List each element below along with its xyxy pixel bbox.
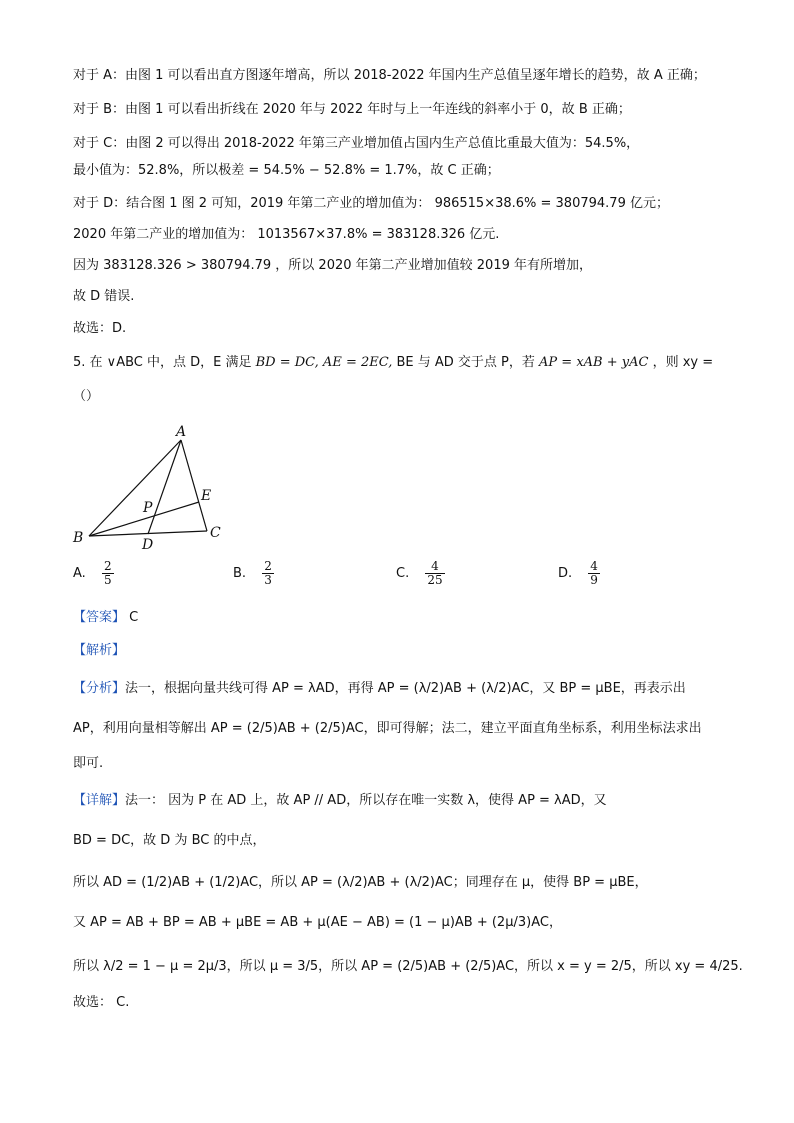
xiangjie-line-3: 所以 AD = (1/2)AB + (1/2)AC，所以 AP = (λ/2)AB + (λ/2)AC；同理存在 μ，使得 BP = μBE， <box>73 875 648 890</box>
option-c: C. $\frac{4}{25}$ <box>396 559 443 587</box>
option-d: D. $\frac{4}{9}$ <box>558 559 598 587</box>
answer-options <box>73 560 733 604</box>
question-text-a: 在 ∨ABC 中，点 D，E 满足 <box>89 355 252 370</box>
analysis-line-a: 对于 A：由图 1 可以看出直方图逐年增高，所以 2018-2022 年国内生产总值呈逐年增长的趋势，故 A 正确； <box>73 68 706 83</box>
label-a: A <box>176 424 187 440</box>
question-line <box>73 354 713 372</box>
question-condition-2: AP = xAB + yAC <box>539 355 649 370</box>
xiangjie-line-4: 又 AP = AB + BP = AB + μBE = AB + μ(AE − AB) = (1 − μ)AB + (2μ/3)AC， <box>73 915 562 930</box>
answer-tag: 【答案】 <box>73 610 126 625</box>
analysis-line-d: 对于 D：结合图 1 图 2 可知，2019 年第二产业的增加值为： 986515×38.6% = 380794.79 亿元； <box>73 196 669 211</box>
question-condition-1: BD = DC, AE = 2EC, <box>255 355 393 370</box>
label-c: C <box>210 525 221 541</box>
analysis-line-d3: 因为 383128.326 > 380794.79 ，所以 2020 年第二产业增加值较 2019 年有所增加， <box>73 258 592 273</box>
explanation-tag: 【解析】 <box>73 643 126 658</box>
label-p: P <box>143 500 153 516</box>
analysis-line-b: 对于 B：由图 1 可以看出折线在 2020 年与 2022 年时与上一年连线的斜率小于 0，故 B 正确； <box>73 102 631 117</box>
question-text-c: ，则 xy = <box>652 355 714 370</box>
analysis-line-c: 对于 C：由图 2 可以得出 2018-2022 年第三产业增加值占国内生产总值比重最大值为：54.5%， <box>73 136 640 151</box>
label-d: D <box>142 537 154 553</box>
question-text-b: BE 与 AD 交于点 P，若 <box>396 355 535 370</box>
xiangjie-line-5: 所以 λ/2 = 1 − μ = 2μ/3，所以 μ = 3/5，所以 AP = (2/5)AB + (2/5)AC，所以 x = y = 2/5，所以 xy = 4/25. <box>73 959 743 974</box>
label-e: E <box>201 488 212 504</box>
edge-ac <box>181 440 207 531</box>
label-b: B <box>73 530 84 546</box>
answer-line <box>73 609 138 627</box>
fenxi-line-2: AP，利用向量相等解出 AP = (2/5)AB + (2/5)AC，即可得解；法二，建立平面直角坐标系，利用坐标法求出 <box>73 721 702 736</box>
xiangjie-tag: 【详解】 <box>73 793 126 808</box>
analysis-line-d2: 2020 年第二产业的增加值为： 1013567×37.8% = 383128.326 亿元. <box>73 227 500 242</box>
option-a: A. $\frac{2}{5}$ <box>73 559 112 587</box>
fenxi-line-3: 即可. <box>73 756 104 771</box>
analysis-line-d4: 故 D 错误. <box>73 289 135 304</box>
fenxi-tag: 【分析】 <box>73 681 126 696</box>
analysis-line-c2: 最小值为：52.8%，所以极差 = 54.5% − 52.8% = 1.7%，故 C 正确； <box>73 163 500 178</box>
answer-value: C <box>129 610 139 625</box>
question-paren: （） <box>73 389 100 404</box>
question-number: 5. <box>73 355 86 370</box>
triangle-figure <box>70 420 230 555</box>
fenxi-line-1: 【分析】法一，根据向量共线可得 AP = λAD，再得 AP = (λ/2)AB + (λ/2)AC，又 BP = μBE，再表示出 <box>73 681 686 696</box>
analysis-line-choice: 故选：D. <box>73 321 127 336</box>
option-b: B. $\frac{2}{3}$ <box>233 559 272 587</box>
xiangjie-line-1: 【详解】法一： 因为 P 在 AD 上，故 AP // AD，所以存在唯一实数 λ，使得 AP = λAD，又 <box>73 793 607 808</box>
segment-ad <box>148 440 181 534</box>
xiangjie-line-2: BD = DC，故 D 为 BC 的中点， <box>73 833 266 848</box>
xiangjie-line-6: 故选： C. <box>73 995 130 1010</box>
